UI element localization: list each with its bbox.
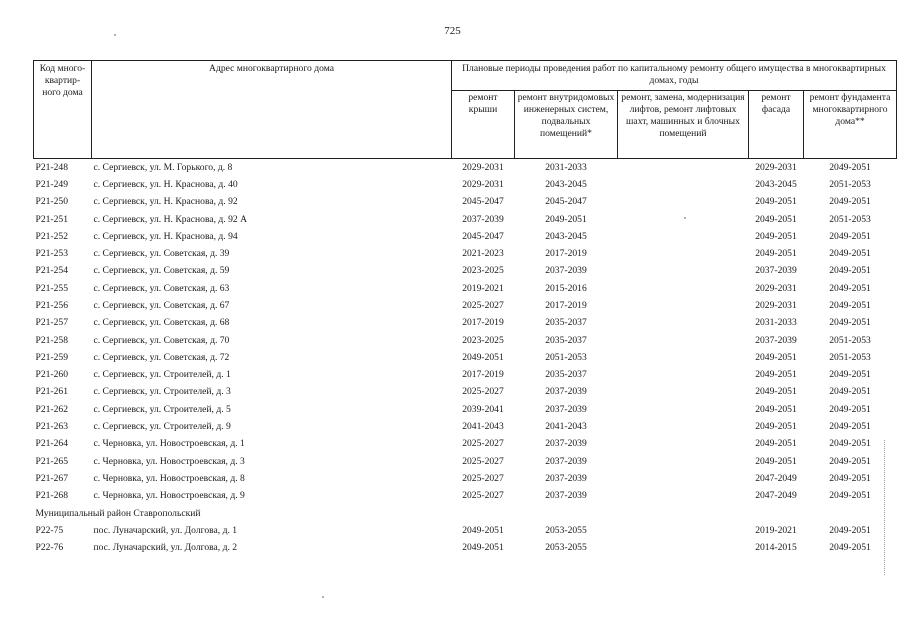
header-systems: ремонт внутридомовых инженерных систем, подвальных помещений* <box>515 90 618 158</box>
cell-systems: 2043-2045 <box>545 178 587 190</box>
cell-foundation: 2049-2051 <box>829 455 871 467</box>
cell-code: P21-265 <box>35 455 69 467</box>
header-address: Адрес многоквартирного дома <box>92 61 452 159</box>
table-row <box>34 245 897 262</box>
cell-lifts <box>618 522 749 539</box>
cell-facade: 2049-2051 <box>755 248 797 260</box>
cell-lifts <box>618 176 749 193</box>
cell-lifts <box>618 401 749 418</box>
cell-roof: 2039-2041 <box>462 403 504 415</box>
cell-systems: 2049-2051 <box>545 213 587 225</box>
cell-facade: 2049-2051 <box>755 403 797 415</box>
capital-repair-table <box>33 60 897 557</box>
cell-address: с. Сергиевск, ул. Советская, д. 63 <box>93 282 230 294</box>
cell-foundation: 2049-2051 <box>829 524 871 536</box>
cell-address: с. Сергиевск, ул. Строителей, д. 1 <box>93 369 231 381</box>
cell-systems: 2041-2043 <box>545 421 587 433</box>
cell-lifts <box>618 332 749 349</box>
table-body <box>34 158 897 556</box>
cell-address: с. Черновка, ул. Новостроевская, д. 8 <box>93 472 245 484</box>
cell-roof: 2017-2019 <box>462 317 504 329</box>
cell-facade: 2029-2031 <box>755 282 797 294</box>
scan-edge-noise <box>884 440 891 575</box>
cell-lifts <box>618 540 749 557</box>
table-row <box>34 349 897 366</box>
cell-address: с. Сергиевск, ул. Советская, д. 67 <box>93 300 230 311</box>
cell-foundation: 2049-2051 <box>829 317 871 329</box>
cell-lifts <box>618 245 749 262</box>
cell-code: P21-256 <box>35 300 69 311</box>
cell-systems: 2051-2053 <box>545 351 587 363</box>
cell-code: P21-261 <box>35 386 69 398</box>
cell-roof: 2019-2021 <box>462 282 504 294</box>
table-row <box>34 436 897 453</box>
table-row <box>34 194 897 211</box>
cell-facade: 2031-2033 <box>755 317 797 329</box>
table-row <box>34 418 897 435</box>
header-lifts: ремонт, замена, модернизация лифтов, ремонт лифтовых шахт, машинных и блочных помещений <box>618 90 749 158</box>
table-row <box>34 453 897 470</box>
cell-roof: 2045-2047 <box>462 196 504 208</box>
cell-code: P21-264 <box>35 438 69 450</box>
cell-facade: 2049-2051 <box>755 455 797 467</box>
cell-roof: 2025-2027 <box>462 490 504 502</box>
cell-lifts <box>618 211 749 228</box>
cell-systems: 2035-2037 <box>545 334 587 346</box>
table-row <box>34 297 897 314</box>
table-row <box>34 367 897 384</box>
cell-address: пос. Луначарский, ул. Долгова, д. 2 <box>93 542 238 554</box>
cell-foundation: 2051-2053 <box>829 334 871 346</box>
table-row <box>34 522 897 539</box>
cell-foundation: 2049-2051 <box>829 403 871 415</box>
cell-facade: 2043-2045 <box>755 178 797 190</box>
cell-roof: 2029-2031 <box>462 161 504 173</box>
cell-roof: 2037-2039 <box>462 213 504 225</box>
cell-systems: 2037-2039 <box>545 403 587 415</box>
cell-facade: 2049-2051 <box>755 351 797 363</box>
cell-foundation: 2049-2051 <box>829 196 871 208</box>
cell-roof: 2023-2025 <box>462 265 504 277</box>
cell-address: с. Сергиевск, ул. Советская, д. 39 <box>93 248 230 260</box>
cell-address: с. Черновка, ул. Новостроевская, д. 3 <box>93 455 245 467</box>
cell-foundation: 2049-2051 <box>829 421 871 433</box>
cell-lifts <box>618 488 749 505</box>
cell-lifts <box>618 158 749 176</box>
cell-systems: 2037-2039 <box>545 265 587 277</box>
cell-foundation: 2051-2053 <box>829 351 871 363</box>
cell-facade: 2037-2039 <box>755 334 797 346</box>
cell-roof: 2025-2027 <box>462 438 504 450</box>
page-number: 725 <box>444 25 461 37</box>
header-code: Код много-квартир-ного дома <box>34 61 92 159</box>
table-row <box>34 158 897 176</box>
cell-code: P22-76 <box>35 542 64 554</box>
table-row <box>34 540 897 557</box>
cell-code: P21-251 <box>35 213 69 225</box>
cell-roof: 2049-2051 <box>462 524 504 536</box>
cell-roof: 2045-2047 <box>462 230 504 242</box>
cell-code: P21-258 <box>35 334 69 346</box>
cell-lifts <box>618 228 749 245</box>
cell-facade: 2049-2051 <box>755 438 797 450</box>
cell-facade: 2049-2051 <box>755 421 797 433</box>
cell-facade: 2047-2049 <box>755 490 797 502</box>
cell-roof: 2041-2043 <box>462 421 504 433</box>
cell-lifts <box>618 263 749 280</box>
cell-code: P21-267 <box>35 472 69 484</box>
cell-address: с. Сергиевск, ул. Советская, д. 70 <box>93 334 230 346</box>
cell-systems: 2037-2039 <box>545 438 587 450</box>
cell-foundation: 2049-2051 <box>829 265 871 277</box>
cell-foundation: 2049-2051 <box>829 490 871 502</box>
cell-address: с. Сергиевск, ул. М. Горького, д. 8 <box>93 161 233 173</box>
table-row <box>34 332 897 349</box>
cell-roof: 2017-2019 <box>462 369 504 381</box>
header-periods: Плановые периоды проведения работ по капитальному ремонту общего имущества в многоквартирных домах, годы <box>452 61 897 91</box>
cell-address: с. Сергиевск, ул. Строителей, д. 9 <box>93 421 231 433</box>
table-row <box>34 488 897 505</box>
cell-systems: 2015-2016 <box>545 282 587 294</box>
table-row <box>34 211 897 228</box>
cell-facade: 2049-2051 <box>755 230 797 242</box>
cell-systems: 2037-2039 <box>545 455 587 467</box>
cell-lifts <box>618 367 749 384</box>
cell-code: P21-260 <box>35 369 69 381</box>
table-header <box>34 61 897 159</box>
cell-address: с. Сергиевск, ул. Строителей, д. 3 <box>93 386 231 398</box>
table-row <box>34 401 897 418</box>
cell-foundation: 2049-2051 <box>829 161 871 173</box>
cell-roof: 2049-2051 <box>462 351 504 363</box>
cell-facade: 2014-2015 <box>755 542 797 554</box>
cell-foundation: 2049-2051 <box>829 472 871 484</box>
cell-code: P21-268 <box>35 490 69 502</box>
cell-lifts <box>618 470 749 487</box>
cell-roof: 2025-2027 <box>462 386 504 398</box>
cell-code: P21-259 <box>35 351 69 363</box>
cell-address: с. Сергиевск, ул. Н. Краснова, д. 40 <box>93 178 238 190</box>
table-row <box>34 384 897 401</box>
cell-foundation: 2049-2051 <box>829 282 871 294</box>
cell-roof: 2021-2023 <box>462 248 504 260</box>
cell-systems: 2037-2039 <box>545 490 587 502</box>
cell-address: с. Черновка, ул. Новостроевская, д. 9 <box>93 490 245 502</box>
cell-lifts <box>618 436 749 453</box>
cell-foundation: 2049-2051 <box>829 300 871 311</box>
cell-address: с. Черновка, ул. Новостроевская, д. 1 <box>93 438 245 450</box>
scan-speck <box>322 596 324 598</box>
cell-lifts <box>618 418 749 435</box>
header-facade: ремонт фасада <box>749 90 804 158</box>
cell-facade: 2037-2039 <box>755 265 797 277</box>
cell-roof: 2023-2025 <box>462 334 504 346</box>
cell-foundation: 2049-2051 <box>829 438 871 450</box>
header-roof: ремонт крыши <box>452 90 515 158</box>
district-row <box>34 505 897 522</box>
district-title: Муниципальный район Ставропольский <box>35 507 201 519</box>
cell-foundation: 2049-2051 <box>829 248 871 260</box>
header-foundation: ремонт фундамента многоквартирного дома** <box>804 90 897 158</box>
cell-systems: 2037-2039 <box>545 386 587 398</box>
cell-address: с. Сергиевск, ул. Советская, д. 72 <box>93 351 230 363</box>
cell-code: P21-254 <box>35 265 69 277</box>
table-row <box>34 176 897 193</box>
cell-facade: 2019-2021 <box>755 524 797 536</box>
cell-systems: 2031-2033 <box>545 161 587 173</box>
cell-roof: 2029-2031 <box>462 178 504 190</box>
cell-address: пос. Луначарский, ул. Долгова, д. 1 <box>93 524 238 536</box>
cell-foundation: 2049-2051 <box>829 369 871 381</box>
cell-code: P21-250 <box>35 196 69 208</box>
cell-code: P21-249 <box>35 178 69 190</box>
cell-lifts <box>618 384 749 401</box>
cell-facade: 2047-2049 <box>755 472 797 484</box>
cell-roof: 2049-2051 <box>462 542 504 554</box>
table-row <box>34 280 897 297</box>
cell-systems: 2017-2019 <box>545 300 587 311</box>
cell-lifts <box>618 194 749 211</box>
table-row <box>34 315 897 332</box>
cell-facade: 2049-2051 <box>755 196 797 208</box>
cell-code: P21-252 <box>35 230 69 242</box>
cell-systems: 2035-2037 <box>545 317 587 329</box>
table-row <box>34 470 897 487</box>
cell-code: P21-263 <box>35 421 69 433</box>
cell-code: P21-248 <box>35 161 69 173</box>
cell-address: с. Сергиевск, ул. Советская, д. 68 <box>93 317 230 329</box>
cell-code: P21-262 <box>35 403 69 415</box>
cell-facade: 2049-2051 <box>755 213 797 225</box>
cell-lifts <box>618 453 749 470</box>
cell-code: P21-257 <box>35 317 69 329</box>
cell-lifts <box>618 315 749 332</box>
cell-systems: 2053-2055 <box>545 542 587 554</box>
cell-systems: 2017-2019 <box>545 248 587 260</box>
cell-facade: 2049-2051 <box>755 369 797 381</box>
cell-systems: 2043-2045 <box>545 230 587 242</box>
cell-facade: 2049-2051 <box>755 386 797 398</box>
cell-foundation: 2049-2051 <box>829 386 871 398</box>
cell-code: P21-253 <box>35 248 69 260</box>
cell-lifts <box>618 349 749 366</box>
cell-address: с. Сергиевск, ул. Советская, д. 59 <box>93 265 230 277</box>
scan-speck <box>684 217 686 219</box>
cell-facade: 2029-2031 <box>755 161 797 173</box>
cell-roof: 2025-2027 <box>462 455 504 467</box>
cell-code: P22-75 <box>35 524 64 536</box>
table-row <box>34 263 897 280</box>
cell-lifts <box>618 280 749 297</box>
cell-code: P21-255 <box>35 282 69 294</box>
cell-roof: 2025-2027 <box>462 472 504 484</box>
cell-systems: 2053-2055 <box>545 524 587 536</box>
cell-address: с. Сергиевск, ул. Н. Краснова, д. 92 А <box>93 213 248 225</box>
cell-facade: 2029-2031 <box>755 300 797 311</box>
cell-address: с. Сергиевск, ул. Н. Краснова, д. 92 <box>93 196 238 208</box>
cell-address: с. Сергиевск, ул. Строителей, д. 5 <box>93 403 231 415</box>
cell-foundation: 2051-2053 <box>829 213 871 225</box>
table-row <box>34 228 897 245</box>
cell-systems: 2045-2047 <box>545 196 587 208</box>
cell-roof: 2025-2027 <box>462 300 504 311</box>
cell-lifts <box>618 297 749 314</box>
cell-systems: 2037-2039 <box>545 472 587 484</box>
cell-systems: 2035-2037 <box>545 369 587 381</box>
scan-speck <box>114 34 116 36</box>
cell-address: с. Сергиевск, ул. Н. Краснова, д. 94 <box>93 230 238 242</box>
cell-foundation: 2049-2051 <box>829 542 871 554</box>
cell-foundation: 2051-2053 <box>829 178 871 190</box>
cell-foundation: 2049-2051 <box>829 230 871 242</box>
